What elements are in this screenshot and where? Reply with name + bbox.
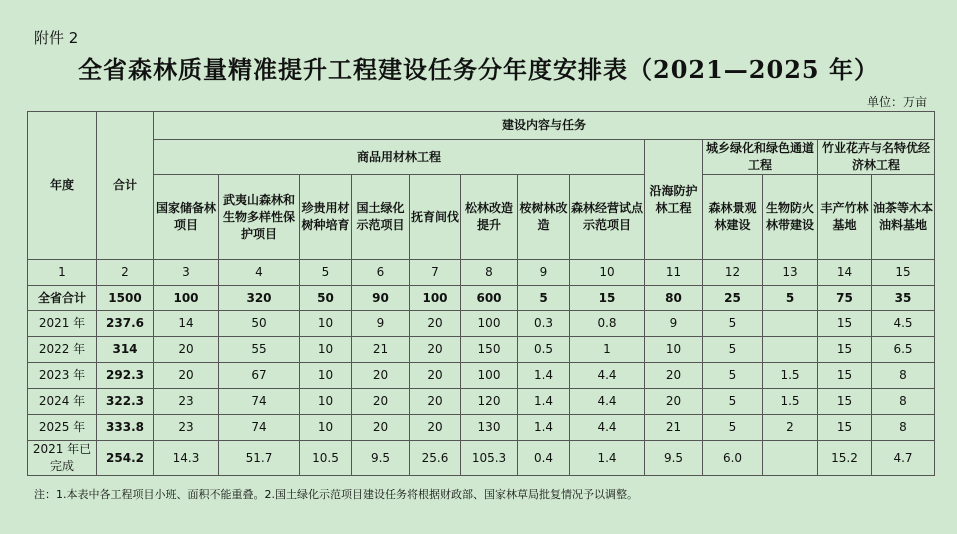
row-total-cell: 314: [97, 337, 154, 363]
index-cell: 9: [518, 260, 570, 286]
header-group-greening: 城乡绿化和绿色通道工程: [703, 140, 818, 175]
table-cell: 1.4: [518, 363, 570, 389]
table-cell: 9.5: [645, 441, 703, 476]
index-cell: 7: [410, 260, 461, 286]
table-cell: 23: [154, 389, 219, 415]
table-cell: 25: [703, 286, 763, 311]
table-row: [28, 363, 935, 389]
table-cell: 25.6: [410, 441, 461, 476]
row-total-cell: 322.3: [97, 389, 154, 415]
row-year-cell: 2022 年: [28, 337, 97, 363]
table-row: [28, 415, 935, 441]
table-cell: 80: [645, 286, 703, 311]
table-cell: 20: [410, 363, 461, 389]
table-cell: 4.7: [872, 441, 935, 476]
table-cell: 20: [410, 337, 461, 363]
table-cell: 20: [410, 389, 461, 415]
table-cell: 120: [461, 389, 518, 415]
table-cell: 15.2: [818, 441, 872, 476]
table-cell: 15: [818, 415, 872, 441]
table-row: [28, 337, 935, 363]
index-cell: 15: [872, 260, 935, 286]
table-cell: 15: [570, 286, 645, 311]
row-total-cell: 333.8: [97, 415, 154, 441]
header-col13: 生物防火林带建设: [763, 175, 818, 260]
table-cell: 1: [570, 337, 645, 363]
table-row: [28, 441, 935, 476]
table-cell: 130: [461, 415, 518, 441]
table-cell: 1.5: [763, 389, 818, 415]
table-cell: 0.3: [518, 311, 570, 337]
table-cell: 5: [703, 363, 763, 389]
header-col4: 武夷山森林和生物多样性保护项目: [219, 175, 300, 260]
row-total-cell: 292.3: [97, 363, 154, 389]
table-cell: 10: [300, 311, 352, 337]
page-title: 全省森林质量精准提升工程建设任务分年度安排表（2021—2025 年）: [78, 55, 879, 84]
table-cell: 90: [352, 286, 410, 311]
table-cell: 55: [219, 337, 300, 363]
table-cell: 5: [703, 389, 763, 415]
footnote: 注：1.本表中各工程项目小班、面积不能重叠。2.国土绿化示范项目建设任务将根据财政部、国家林草局批复情况予以调整。: [34, 488, 638, 501]
index-cell: 3: [154, 260, 219, 286]
table-cell: 1.4: [570, 441, 645, 476]
table-cell: 2: [763, 415, 818, 441]
header-col6: 国土绿化示范项目: [352, 175, 410, 260]
header-col7: 抚育间伐: [410, 175, 461, 260]
header-group-bamboo: 竹业花卉与名特优经济林工程: [818, 140, 935, 175]
table-cell: 5: [518, 286, 570, 311]
header-total: 合计: [97, 112, 154, 260]
index-cell: 1: [28, 260, 97, 286]
table-cell: 105.3: [461, 441, 518, 476]
table-cell: 10: [300, 389, 352, 415]
header-year: 年度: [28, 112, 97, 260]
table-cell: [763, 311, 818, 337]
table-cell: 320: [219, 286, 300, 311]
header-col10: 森林经营试点示范项目: [570, 175, 645, 260]
table-cell: 10.5: [300, 441, 352, 476]
table-cell: 20: [154, 337, 219, 363]
header-col12: 森林景观林建设: [703, 175, 763, 260]
row-year-cell: 全省合计: [28, 286, 97, 311]
table-cell: 20: [645, 363, 703, 389]
table-cell: 35: [872, 286, 935, 311]
index-cell: 5: [300, 260, 352, 286]
table-cell: 10: [300, 337, 352, 363]
index-cell: 13: [763, 260, 818, 286]
table-cell: 8: [872, 415, 935, 441]
header-group-commercial: 商品用材林工程: [154, 140, 645, 175]
index-cell: 14: [818, 260, 872, 286]
table-cell: 4.4: [570, 389, 645, 415]
table-row: [28, 311, 935, 337]
table-cell: 9.5: [352, 441, 410, 476]
table-cell: 9: [645, 311, 703, 337]
table-cell: 20: [352, 415, 410, 441]
row-year-cell: 2021 年: [28, 311, 97, 337]
table-cell: 15: [818, 337, 872, 363]
index-row: [28, 260, 935, 286]
table-cell: 14: [154, 311, 219, 337]
table-cell: 67: [219, 363, 300, 389]
header-col3: 国家储备林项目: [154, 175, 219, 260]
header-content: 建设内容与任务: [154, 112, 935, 140]
table-row: [28, 389, 935, 415]
table-cell: 15: [818, 311, 872, 337]
table-cell: 5: [763, 286, 818, 311]
table-cell: 5: [703, 337, 763, 363]
index-cell: 12: [703, 260, 763, 286]
table-cell: 100: [154, 286, 219, 311]
table-cell: 0.4: [518, 441, 570, 476]
table-cell: 51.7: [219, 441, 300, 476]
table-cell: 600: [461, 286, 518, 311]
header-col14: 丰产竹林基地: [818, 175, 872, 260]
table-cell: 6.0: [703, 441, 763, 476]
table-cell: [763, 337, 818, 363]
table-cell: 74: [219, 415, 300, 441]
table-cell: 10: [300, 415, 352, 441]
table-cell: 10: [300, 363, 352, 389]
table-cell: 50: [300, 286, 352, 311]
attachment-label: 附件 2: [34, 29, 79, 47]
row-total-cell: 1500: [97, 286, 154, 311]
table-cell: 5: [703, 415, 763, 441]
table-cell: 20: [410, 311, 461, 337]
unit-label: 单位：万亩: [866, 95, 927, 109]
row-year-cell: 2024 年: [28, 389, 97, 415]
table-cell: 5: [703, 311, 763, 337]
table-cell: 0.8: [570, 311, 645, 337]
index-cell: 8: [461, 260, 518, 286]
table-cell: 23: [154, 415, 219, 441]
header-col15: 油茶等木本油料基地: [872, 175, 935, 260]
total-row: [28, 286, 935, 311]
index-cell: 4: [219, 260, 300, 286]
table-cell: 100: [410, 286, 461, 311]
row-year-cell: 2025 年: [28, 415, 97, 441]
index-cell: 11: [645, 260, 703, 286]
table-cell: 20: [154, 363, 219, 389]
table-cell: 21: [352, 337, 410, 363]
table-cell: 150: [461, 337, 518, 363]
index-cell: 2: [97, 260, 154, 286]
table-cell: 1.4: [518, 389, 570, 415]
index-cell: 10: [570, 260, 645, 286]
table-cell: 8: [872, 389, 935, 415]
header-group-coastal: 沿海防护林工程: [645, 140, 703, 260]
index-cell: 6: [352, 260, 410, 286]
table-cell: 15: [818, 389, 872, 415]
table-cell: 74: [219, 389, 300, 415]
table-cell: 75: [818, 286, 872, 311]
table-cell: 10: [645, 337, 703, 363]
table-cell: 100: [461, 363, 518, 389]
table-cell: 15: [818, 363, 872, 389]
row-year-cell: 2023 年: [28, 363, 97, 389]
table-cell: 8: [872, 363, 935, 389]
table-cell: 14.3: [154, 441, 219, 476]
table-cell: 1.5: [763, 363, 818, 389]
table-cell: 4.5: [872, 311, 935, 337]
table-cell: 1.4: [518, 415, 570, 441]
table-cell: 0.5: [518, 337, 570, 363]
table-cell: [763, 441, 818, 476]
row-year-cell: 2021 年已完成: [28, 441, 97, 476]
table-cell: 20: [352, 389, 410, 415]
header-col5: 珍贵用材树种培育: [300, 175, 352, 260]
table-cell: 20: [352, 363, 410, 389]
table-cell: 4.4: [570, 363, 645, 389]
table-cell: 50: [219, 311, 300, 337]
table-cell: 4.4: [570, 415, 645, 441]
row-total-cell: 237.6: [97, 311, 154, 337]
table-cell: 20: [645, 389, 703, 415]
table-cell: 9: [352, 311, 410, 337]
task-table: [27, 111, 935, 476]
table-cell: 6.5: [872, 337, 935, 363]
header-col9: 桉树林改造: [518, 175, 570, 260]
table-cell: 100: [461, 311, 518, 337]
table-cell: 20: [410, 415, 461, 441]
table-cell: 21: [645, 415, 703, 441]
row-total-cell: 254.2: [97, 441, 154, 476]
header-col8: 松林改造提升: [461, 175, 518, 260]
